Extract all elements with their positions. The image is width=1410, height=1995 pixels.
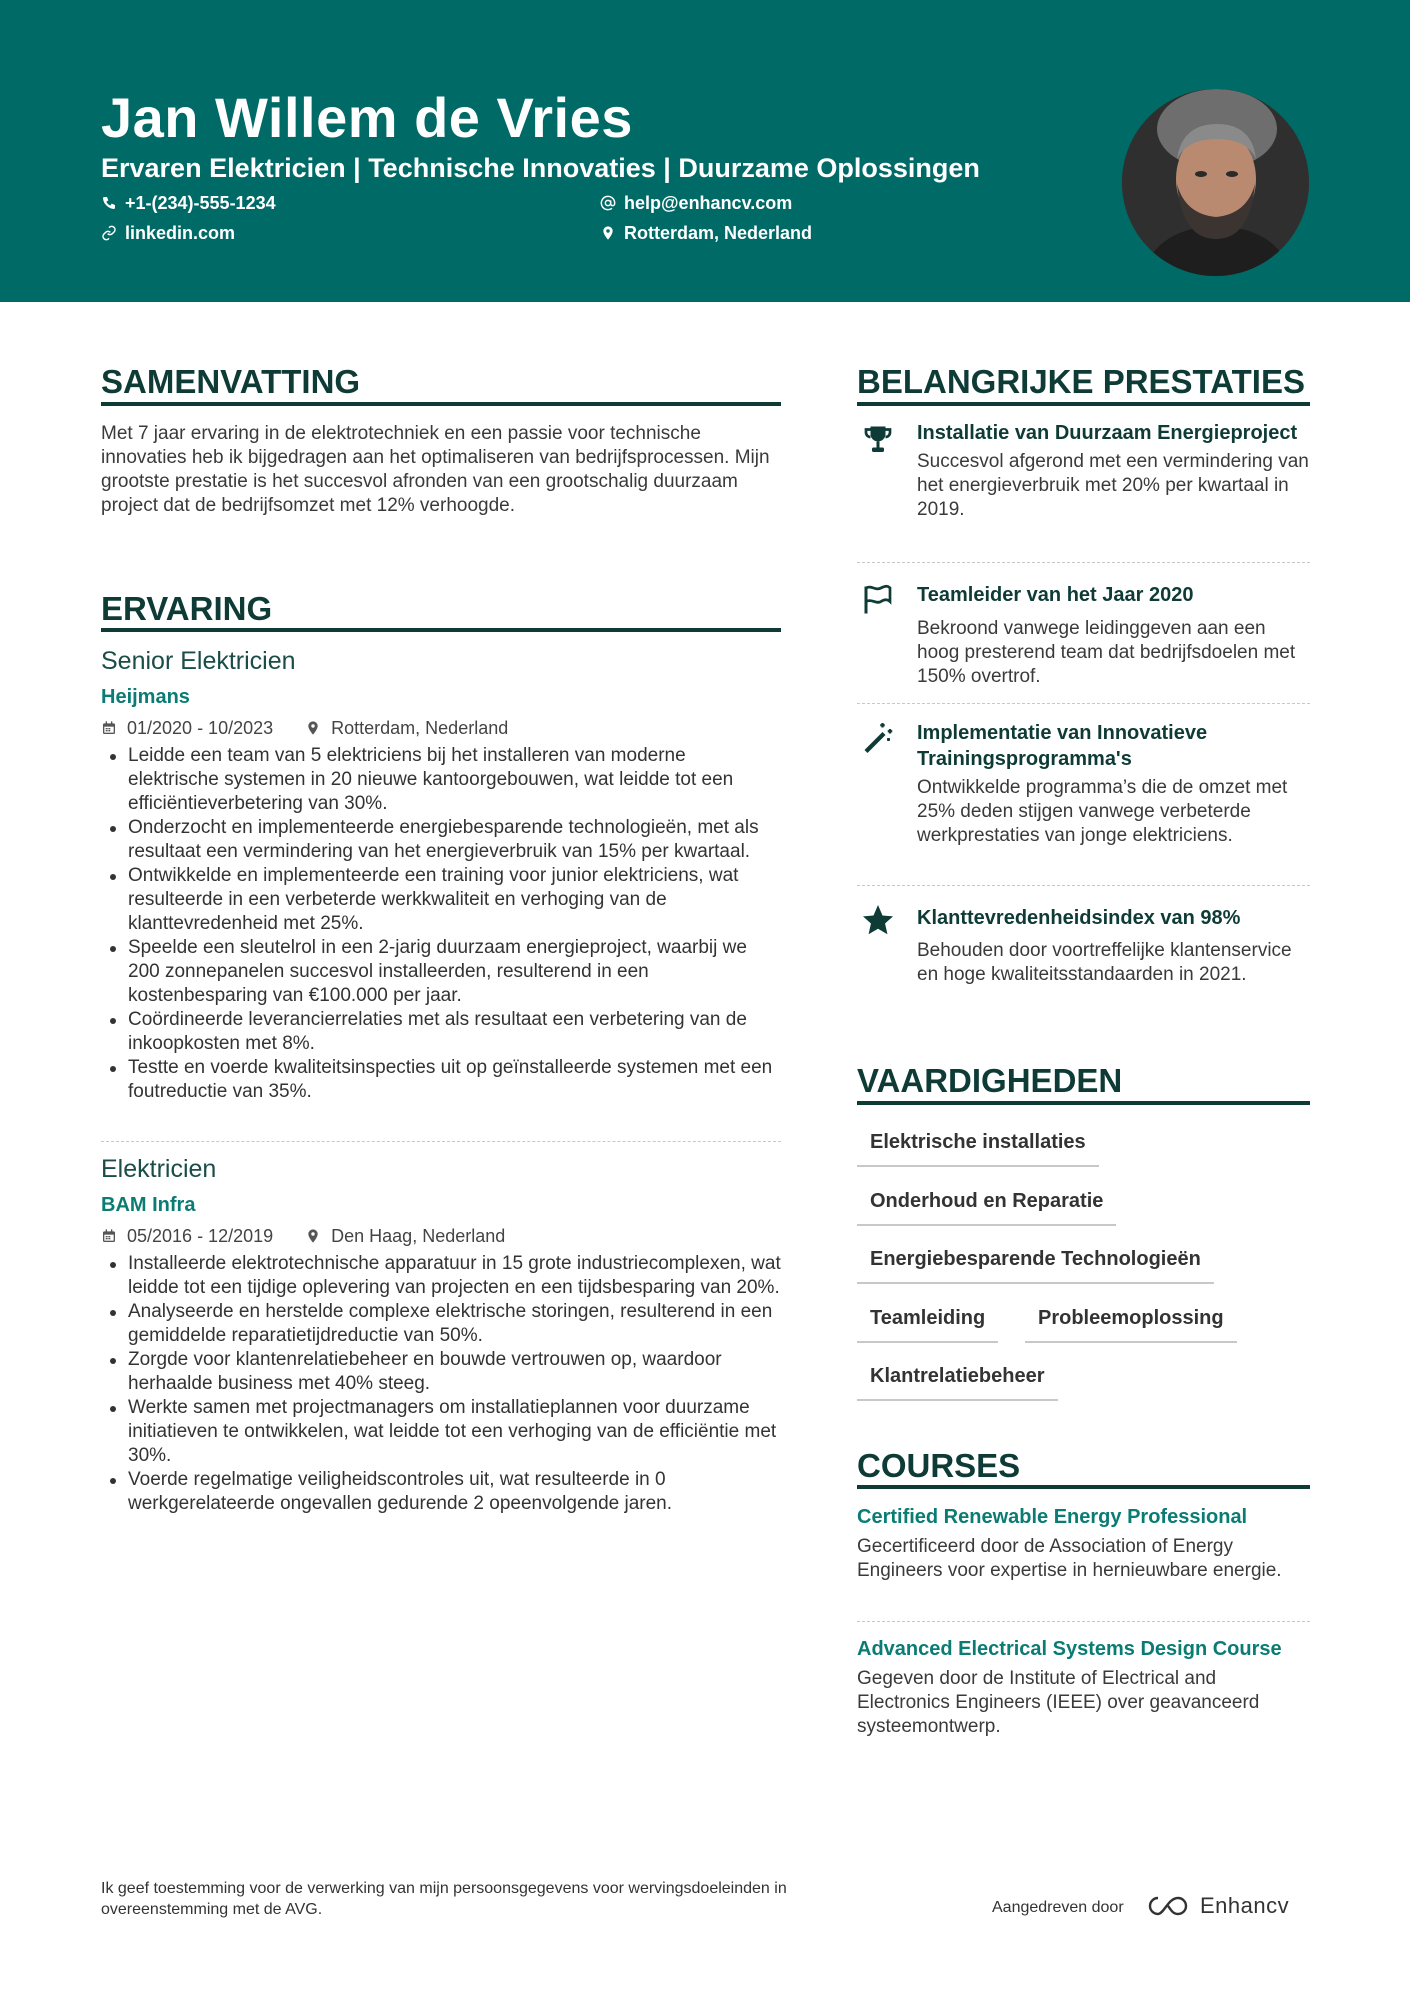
header (0, 0, 1410, 302)
at-icon (600, 195, 616, 211)
achievement-description: Behouden door voortreffelijke klantenservice en hoge kwaliteitsstandaarden in 2021. (917, 940, 1292, 985)
achievement-description: Ontwikkelde programma’s die de omzet met 25% deden stijgen vanwege verbeterde werkprestaties van jonge elektriciens. (917, 777, 1288, 846)
achievement-title: Teamleider van het Jaar 2020 (917, 584, 1194, 606)
experience-heading: ERVARING (101, 590, 273, 627)
job-location: Den Haag, Nederland (331, 1226, 506, 1246)
magic-wand-icon (860, 720, 896, 756)
flag-icon (860, 582, 896, 618)
candidate-subtitle: Ervaren Elektricien | Technische Innovaties | Duurzame Oplossingen (101, 153, 980, 183)
trophy-icon (860, 422, 896, 458)
course-description: Gegeven door de Institute of Electrical and Electronics Engineers (IEEE) over geavanceerd systeemontwerp. (857, 1668, 1260, 1737)
course-item (857, 1636, 1310, 1739)
location-pin-icon (305, 1228, 321, 1244)
profile-photo (1122, 89, 1309, 276)
list-item: Testte en voerde kwaliteitsinspecties uit op geïnstalleerde systemen met een foutreductie van 35%. (101, 1056, 781, 1104)
job-meta (101, 716, 781, 740)
job-dates: 01/2020 - 10/2023 (127, 718, 274, 738)
consent-text: Ik geef toestemming voor de verwerking van mijn persoonsgegevens voor wervingsdoeleinden in overeenstemming met de AVG. (101, 1880, 787, 1918)
contact-phone[interactable] (101, 191, 276, 215)
experience-divider (101, 628, 781, 632)
company-name: BAM Infra (101, 1194, 196, 1216)
achievements-divider (857, 402, 1310, 406)
course-title: Certified Renewable Energy Professional (857, 1506, 1248, 1528)
skill-tag: Energiebesparende Technologieën (857, 1246, 1214, 1284)
job-meta (101, 1224, 781, 1248)
job-title: Senior Elektricien (101, 647, 296, 675)
job-title: Elektricien (101, 1155, 217, 1183)
achievement-divider (857, 562, 1310, 563)
linkedin-text: linkedin.com (125, 223, 236, 243)
list-item: Onderzocht en implementeerde energiebesparende technologieën, met als resultaat een vermindering van het energieverbruik van 15% per kwartaal. (101, 816, 781, 864)
achievement-title: Implementatie van Innovatieve Trainingsprogramma's (917, 722, 1208, 770)
job-bullets (101, 744, 781, 1104)
skill-tag: Klantrelatiebeheer (857, 1363, 1058, 1401)
course-item (857, 1504, 1310, 1583)
job-divider (101, 1141, 781, 1142)
list-item: Zorgde voor klantenrelatiebeheer en bouwde vertrouwen op, waardoor herhaalde business met 40% steeg. (101, 1348, 781, 1396)
courses-divider (857, 1485, 1310, 1489)
course-description: Gecertificeerd door de Association of Energy Engineers voor expertise in hernieuwbare energie. (857, 1536, 1282, 1581)
phone-icon (101, 195, 117, 211)
job-entry (101, 1153, 781, 1516)
achievements-heading: BELANGRIJKE PRESTATIES (857, 363, 1305, 400)
link-icon (101, 225, 117, 241)
contact-linkedin[interactable] (101, 221, 235, 245)
achievement-divider (857, 703, 1310, 704)
achievement-item (857, 582, 1310, 689)
course-title: Advanced Electrical Systems Design Course (857, 1638, 1282, 1660)
skills-divider (857, 1101, 1310, 1105)
list-item: Analyseerde en herstelde complexe elektrische storingen, resulterend in een gemiddelde reparatietijdreductie van 50%. (101, 1300, 781, 1348)
skill-tag: Teamleiding (857, 1305, 998, 1343)
summary-heading: SAMENVATTING (101, 363, 361, 400)
courses-heading: COURSES (857, 1447, 1021, 1484)
candidate-name: Jan Willem de Vries (101, 86, 633, 149)
summary-divider (101, 402, 781, 406)
brand-name: Enhancv (1200, 1893, 1290, 1918)
list-item: Installeerde elektrotechnische apparatuur in 15 grote industriecomplexen, wat leidde tot een tijdige oplevering van projecten en een tijdsbesparing van 20%. (101, 1252, 781, 1300)
list-item: Ontwikkelde en implementeerde een training voor junior elektriciens, wat resulteerde in een verbeterde werkkwaliteit en verhoging van de klanttevredenheid met 25%. (101, 864, 781, 936)
list-item: Leidde een team van 5 elektriciens bij het installeren van moderne elektrische systemen in 20 nieuwe kantoorgebouwen, wat leidde tot een efficiëntieverbetering van 30%. (101, 744, 781, 816)
job-bullets (101, 1252, 781, 1516)
enhancv-logo[interactable] (1146, 1893, 1289, 1919)
list-item: Werkte samen met projectmanagers om installatieplannen voor duurzame initiatieven te ontwikkelen, wat leidde tot een verhoging van de efficiëntie met 30%. (101, 1396, 781, 1468)
skills-heading: VAARDIGHEDEN (857, 1062, 1123, 1099)
achievement-description: Bekroond vanwege leidinggeven aan een hoog presterend team dat bedrijfsdoelen met 150% overtrof. (917, 618, 1296, 687)
skill-tag: Probleemoplossing (1025, 1305, 1237, 1343)
job-dates: 05/2016 - 12/2019 (127, 1226, 274, 1246)
list-item: Coördineerde leverancierrelaties met als resultaat een verbetering van de inkoopkosten met 8%. (101, 1008, 781, 1056)
contact-location (600, 221, 812, 245)
email-text: help@enhancv.com (624, 193, 793, 213)
list-item: Voerde regelmatige veiligheidscontroles uit, wat resulteerde in 0 werkgerelateerde ongevallen gedurende 2 opeenvolgende jaren. (101, 1468, 781, 1516)
achievement-title: Installatie van Duurzaam Energieproject (917, 422, 1298, 444)
job-entry (101, 645, 781, 1104)
achievement-description: Succesvol afgerond met een vermindering van het energieverbruik met 20% per kwartaal in 2019. (917, 451, 1309, 520)
list-item: Speelde een sleutelrol in een 2-jarig duurzaam energieproject, waarbij we 200 zonnepanelen succesvol installeerden, resulterend in een kostenbesparing van €100.000 per jaar. (101, 936, 781, 1008)
location-pin-icon (305, 720, 321, 736)
achievement-title: Klanttevredenheidsindex van 98% (917, 907, 1241, 929)
location-pin-icon (600, 225, 616, 241)
achievement-item (857, 905, 1310, 987)
course-divider (857, 1621, 1310, 1622)
star-icon (860, 902, 896, 938)
phone-text: +1-(234)-555-1234 (125, 193, 276, 213)
powered-by-text: Aangedreven door (992, 1899, 1124, 1916)
infinity-logo-icon (1146, 1894, 1192, 1918)
company-name: Heijmans (101, 686, 190, 708)
skill-tag: Elektrische installaties (857, 1129, 1099, 1167)
summary-text: Met 7 jaar ervaring in de elektrotechniek en een passie voor technische innovaties heb ik bijgedragen aan het optimaliseren van bedrijfsprocessen. Mijn grootste prestatie is het succesvol afronden van een grootschalig duurzaam project dat de bedrijfsomzet met 12% verhoogde. (101, 423, 770, 516)
contact-email[interactable] (600, 191, 792, 215)
achievement-item (857, 720, 1310, 848)
achievement-divider (857, 885, 1310, 886)
achievement-item (857, 420, 1310, 522)
job-location: Rotterdam, Nederland (331, 718, 509, 738)
skill-tag: Onderhoud en Reparatie (857, 1188, 1116, 1226)
calendar-icon (101, 720, 117, 736)
calendar-icon (101, 1228, 117, 1244)
location-text: Rotterdam, Nederland (624, 223, 813, 243)
